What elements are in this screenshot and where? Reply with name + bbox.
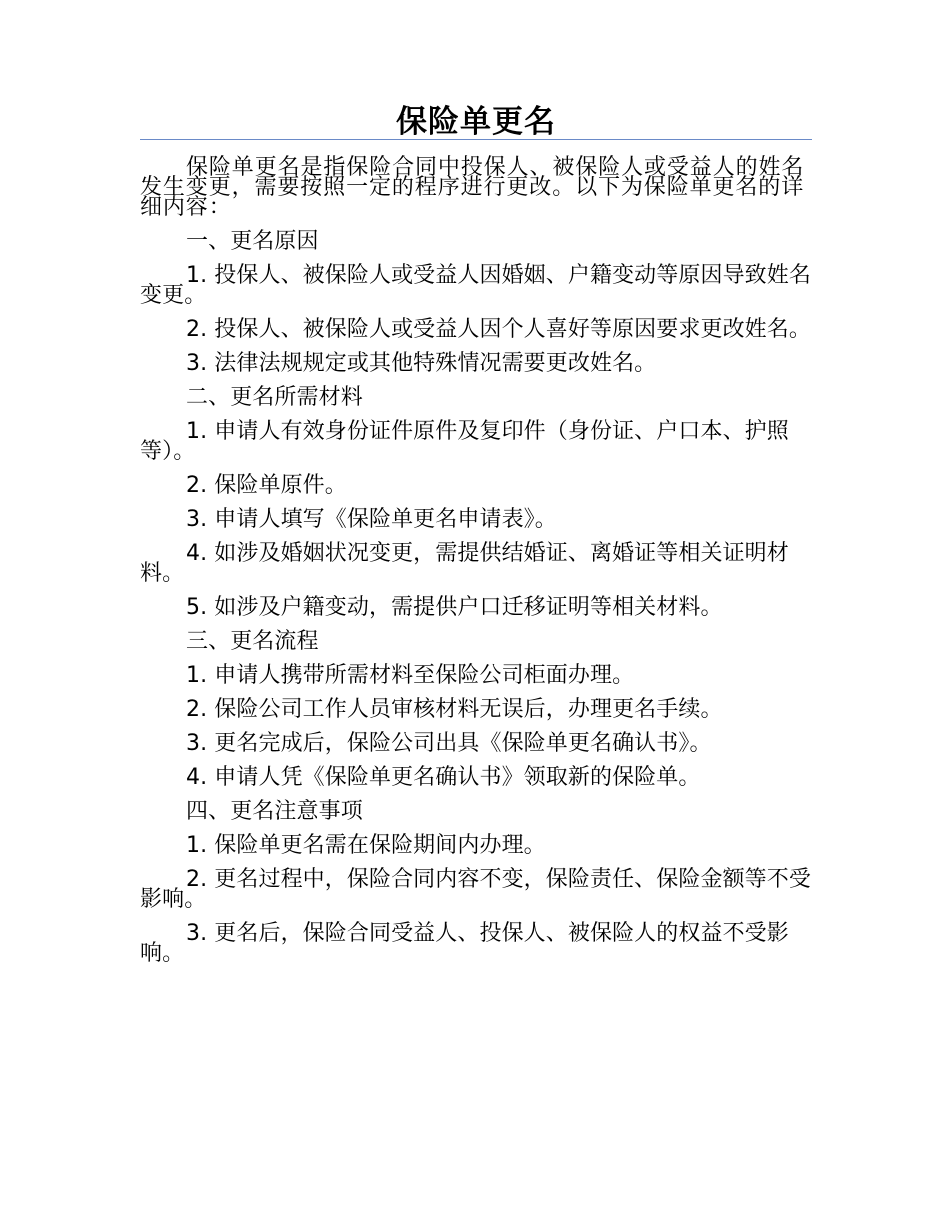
process-item-3: 3. 更名完成后，保险公司出具《保险单更名确认书》。 [186, 731, 712, 756]
section-heading-process: 三、更名流程 [186, 629, 319, 654]
section-heading-reasons: 一、更名原因 [186, 229, 319, 254]
process-item-2: 2. 保险公司工作人员审核材料无误后，办理更名手续。 [186, 697, 723, 722]
note-item-2: 2. 更名过程中，保险合同内容不变，保险责任、保险金额等不受影响。 [140, 867, 811, 912]
note-item-3: 3. 更名后，保险合同受益人、投保人、被保险人的权益不受影响。 [140, 921, 789, 966]
reason-item-2: 2. 投保人、被保险人或受益人因个人喜好等原因要求更改姓名。 [186, 317, 811, 342]
material-item-3: 3. 申请人填写《保险单更名申请表》。 [186, 507, 557, 532]
section-heading-materials: 二、更名所需材料 [186, 385, 363, 410]
material-item-2: 2. 保险单原件。 [186, 473, 347, 498]
material-item-4: 4. 如涉及婚姻状况变更，需提供结婚证、离婚证等相关证明材料。 [140, 541, 789, 586]
reason-item-3: 3. 法律法规规定或其他特殊情况需要更改姓名。 [186, 351, 657, 376]
reason-item-1: 1. 投保人、被保险人或受益人因婚姻、户籍变动等原因导致姓名变更。 [140, 263, 811, 308]
process-item-1: 1. 申请人携带所需材料至保险公司柜面办理。 [186, 663, 635, 688]
note-item-1: 1. 保险单更名需在保险期间内办理。 [186, 833, 546, 858]
document-title: 保险单更名 [396, 104, 556, 140]
intro-paragraph: 保险单更名是指保险合同中投保人、被保险人或受益人的姓名发生变更，需要按照一定的程序进行更改。以下为保险单更名的详细内容： [140, 155, 805, 220]
process-item-4: 4. 申请人凭《保险单更名确认书》领取新的保险单。 [186, 765, 701, 790]
section-heading-notes: 四、更名注意事项 [186, 799, 363, 824]
material-item-5: 5. 如涉及户籍变动，需提供户口迁移证明等相关材料。 [186, 595, 723, 620]
document-page [140, 104, 812, 976]
material-item-1: 1. 申请人有效身份证件原件及复印件（身份证、户口本、护照等）。 [140, 419, 789, 464]
